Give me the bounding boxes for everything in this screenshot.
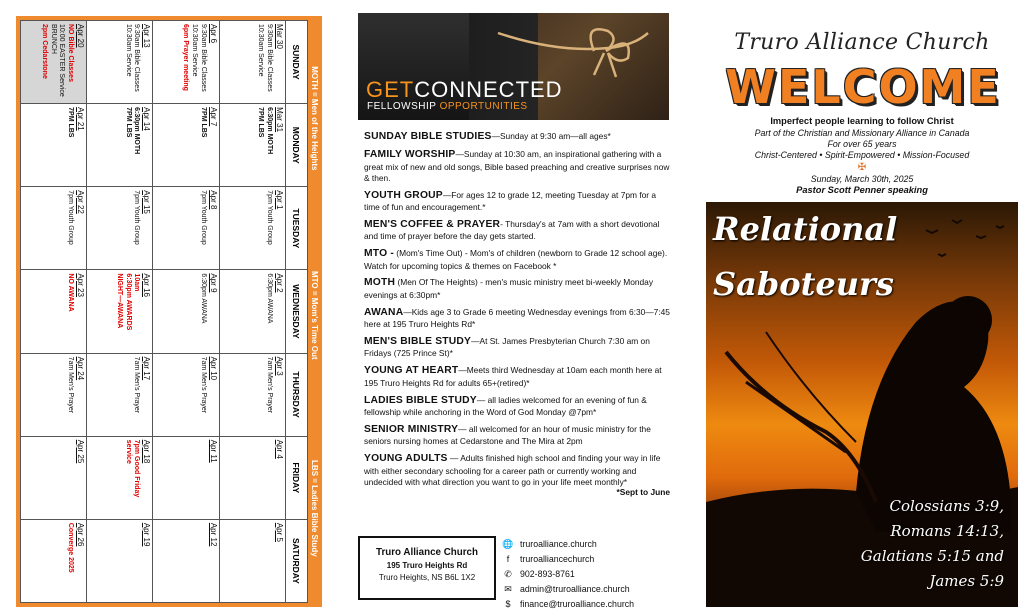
ministry-heading: SENIOR MINISTRY xyxy=(364,423,459,435)
tagline-alliance: Part of the Christian and Missionary Alliance in Canada xyxy=(754,127,970,138)
ministries-list xyxy=(364,130,670,498)
calendar-week-row xyxy=(153,21,219,603)
calendar-date: Apr 14 xyxy=(142,107,152,131)
day-header: SATURDAY xyxy=(286,519,308,602)
contact-text: truroalliance.church xyxy=(520,539,597,550)
calendar-date: Apr 20 xyxy=(76,24,86,48)
calendar-event: 7pm Youth Group xyxy=(67,190,75,245)
calendar-date: Apr 5 xyxy=(275,522,284,542)
sermon-title-line2: Saboteurs xyxy=(713,265,894,303)
globe-icon: 🌐 xyxy=(502,539,514,549)
calendar-date: Apr 12 xyxy=(208,522,218,547)
ministry-heading: YOUTH GROUP xyxy=(364,189,443,201)
scripture-ref: Romans 14:13, xyxy=(890,522,1004,540)
get-connected-title: GETCONNECTED xyxy=(366,77,563,102)
legend-moth: MOTH = Men of the Heights xyxy=(310,66,320,171)
calendar-event: 10:30am Service xyxy=(257,24,265,77)
ministry-heading: MEN'S COFFEE & PRAYER xyxy=(364,218,501,230)
calendar-day-cell xyxy=(87,353,153,436)
contact-item[interactable] xyxy=(502,537,672,552)
ministry-item xyxy=(364,130,670,143)
ministry-item xyxy=(364,189,670,213)
contact-text: 902-893-8761 xyxy=(520,569,575,580)
calendar-event: 9:30am Bible Classes xyxy=(199,24,207,92)
ministry-item xyxy=(364,247,670,271)
calendar-day-cell xyxy=(21,21,87,104)
calendar-day-cell xyxy=(153,21,219,104)
calendar-date: Apr 8 xyxy=(208,190,218,210)
calendar-day-cell xyxy=(219,270,285,353)
ministry-item xyxy=(364,276,670,300)
calendar-event: 6:30pm AWANA xyxy=(266,273,273,324)
address-name: Truro Alliance Church xyxy=(376,547,478,558)
scripture-ref: Galatians 5:15 and xyxy=(860,547,1004,565)
calendar-date: Apr 24 xyxy=(76,356,86,381)
calendar-date: Apr 13 xyxy=(142,24,152,48)
ministry-text: —Meets third Wednesday at 10am each month here at 195 Truro Heights Rd for adults 65+(retired)* xyxy=(364,365,662,388)
day-header: THURSDAY xyxy=(286,353,308,436)
contact-item[interactable] xyxy=(502,567,672,582)
calendar-event: 7PM LBS xyxy=(67,107,75,138)
calendar-event: 6pm Prayer meeting xyxy=(182,24,190,91)
calendar-day-cell xyxy=(87,519,153,602)
calendar-event: 7pm Good Friday xyxy=(133,439,141,498)
calendar-day-cell xyxy=(219,436,285,519)
calendar-date: Apr 23 xyxy=(76,273,86,297)
ministry-text: — all welcomed for an hour of music ministry for the seniors nursing homes at Cedarstone and The Mira at 2pm xyxy=(364,423,651,447)
calendar-event: service xyxy=(124,439,132,464)
calendar-legend xyxy=(308,16,322,607)
ministry-item xyxy=(364,148,670,183)
calendar-event: 7am Men's Prayer xyxy=(67,356,75,414)
calendar-date: Apr 1 xyxy=(275,190,284,210)
calendar-date: Apr 10 xyxy=(208,356,218,381)
calendar-event: 9:30am Bible Classes xyxy=(266,24,273,92)
scripture-ref: Colossians 3:9, xyxy=(889,497,1004,515)
ministry-heading: MOTH xyxy=(364,277,396,289)
calendar-rotated xyxy=(16,16,322,607)
calendar-date: Apr 2 xyxy=(275,273,284,293)
calendar-day-cell xyxy=(153,519,219,602)
ministry-item xyxy=(364,452,670,498)
calendar-event: NO Bible Classes xyxy=(67,24,75,82)
ministry-note: *Sept to June xyxy=(616,487,670,498)
ministry-text: —Kids age 3 to Grade 6 meeting Wednesday evenings from 6:30—7:45 here at 195 Truro Heights Rd* xyxy=(364,306,670,330)
calendar-day-cell xyxy=(219,353,285,436)
calendar-day-cell xyxy=(87,436,153,519)
ministry-heading: FAMILY WORSHIP xyxy=(364,149,456,161)
calendar-event: NIGHT—AWANA xyxy=(116,273,123,329)
calendar-date: Apr 22 xyxy=(76,190,86,214)
calendar-day-cell xyxy=(87,270,153,353)
calendar-event: 7pm Youth Group xyxy=(266,190,273,245)
calendar-date: Apr 16 xyxy=(142,273,152,297)
ministry-item xyxy=(364,364,670,388)
ministry-text: (Mom's Time Out) - Mom's of children (newborn to Grade 12 school age). Watch for upcoming topics & themes on Facebook * xyxy=(364,248,668,271)
ministry-text: —Sunday at 9:30 am—all ages* xyxy=(491,131,611,141)
calendar-event: 7am Men's Prayer xyxy=(199,356,207,414)
calendar-event: NO AWANA xyxy=(67,273,75,312)
ministry-heading: SUNDAY BIBLE STUDIES xyxy=(364,131,492,142)
ministry-heading: AWANA xyxy=(364,306,404,318)
calendar-header-row xyxy=(286,21,308,603)
day-header: TUESDAY xyxy=(286,187,308,270)
calendar-day-cell xyxy=(219,187,285,270)
welcome-heading: WELCOME xyxy=(725,60,1001,114)
contact-list xyxy=(502,537,672,612)
calendar-day-cell xyxy=(21,187,87,270)
phone-icon: ✆ xyxy=(504,569,512,579)
ministry-text: —Sunday at 10:30 am, an inspirational gathering with a great mix of new and old songs, Bible based preaching and creative surprises now & then. xyxy=(364,149,670,183)
contact-item[interactable] xyxy=(502,552,672,567)
calendar-event: 10am xyxy=(133,273,141,292)
day-header: WEDNESDAY xyxy=(286,270,308,353)
calendar-event: 6:30pm AWANA xyxy=(199,273,207,324)
calendar-week-row xyxy=(87,21,153,603)
ministry-item xyxy=(364,306,670,330)
calendar-event: 6:30pm MOTH xyxy=(266,107,273,155)
tagline-years: For over 65 years xyxy=(827,139,897,150)
calendar-event: Converge 2025 xyxy=(67,522,75,573)
ministry-text: —At St. James Presbyterian Church 7:30 am on Fridays (725 Prince St)* xyxy=(364,336,650,359)
tagline-values: Christ-Centered • Spirit-Empowered • Mission-Focused xyxy=(754,150,970,161)
ministry-heading: LADIES BIBLE STUDY xyxy=(364,394,477,406)
ministry-item xyxy=(364,423,670,447)
calendar-date: Apr 3 xyxy=(275,356,284,376)
calendar-date: Mar 30 xyxy=(275,24,284,49)
alliance-logo-icon: ✠ xyxy=(857,161,867,173)
calendar-event: 7am Men's Prayer xyxy=(133,356,141,414)
calendar-date: Mar 31 xyxy=(275,107,284,133)
ministry-heading: YOUNG ADULTS xyxy=(364,453,448,465)
calendar-table xyxy=(20,20,308,603)
calendar-event: 7am Men's Prayer xyxy=(266,356,273,414)
ministry-item xyxy=(364,335,670,359)
calendar-event: 2pm Cedarstone xyxy=(41,24,48,79)
ministry-heading: MEN'S BIBLE STUDY xyxy=(364,336,472,348)
calendar-day-cell xyxy=(21,353,87,436)
ministry-text: — Adults finished high school and finding your way in life with either secondary schooling for a career path or currently working and undecided with what direction you want to go in your life meet monthly* xyxy=(364,453,661,487)
ministry-heading: MTO - xyxy=(364,248,394,260)
address-street: 195 Truro Heights Rd xyxy=(386,561,468,571)
ministry-item xyxy=(364,218,670,242)
calendar-event: 9:30am Bible Classes xyxy=(133,24,141,92)
ministry-item xyxy=(364,394,670,418)
calendar-week-row xyxy=(21,21,87,603)
get-connected-banner xyxy=(358,13,669,120)
contact-item[interactable] xyxy=(502,597,672,612)
ministry-heading: YOUNG AT HEART xyxy=(364,365,459,377)
calendar-date: Apr 9 xyxy=(208,273,218,293)
speaker: Pastor Scott Penner speaking xyxy=(796,184,928,195)
fellowship-subtitle: FELLOWSHIP OPPORTUNITIES xyxy=(367,101,528,112)
ministry-text: —For ages 12 to grade 12, meeting Tuesday at 7pm for a time of fun and encouragement.* xyxy=(364,189,657,212)
calendar-day-cell xyxy=(21,104,87,187)
calendar-event: 7PM LBS xyxy=(257,107,265,138)
scripture-ref: James 5:9 xyxy=(929,572,1004,590)
contact-text: finance@truroalliance.church xyxy=(520,599,635,610)
calendar-date: Apr 11 xyxy=(208,439,218,463)
calendar-date: Apr 26 xyxy=(76,522,86,547)
calendar-panel xyxy=(16,16,322,607)
day-header: SUNDAY xyxy=(286,21,308,104)
calendar-event: 10:00 EASTER Service xyxy=(58,24,66,97)
calendar-week-row xyxy=(219,21,285,603)
calendar-event: 7PM LBS xyxy=(124,107,132,138)
calendar-day-cell xyxy=(153,270,219,353)
day-header: FRIDAY xyxy=(286,436,308,519)
calendar-day-cell xyxy=(153,353,219,436)
sermon-graphic xyxy=(706,202,1018,607)
calendar-date: Apr 6 xyxy=(208,24,218,44)
calendar-event: BRUNCH xyxy=(49,24,57,54)
sermon-title-line1: Relational xyxy=(713,210,898,248)
legend-mto: MTO = Mom's Time Out xyxy=(310,271,320,360)
scripture-references xyxy=(861,494,1004,594)
mail-icon: ✉ xyxy=(504,584,512,594)
facebook-icon: f xyxy=(506,554,510,564)
ministry-text: - Thursday's at 7am with a short devotional and time of prayer before the day gets started. xyxy=(364,218,660,242)
calendar-date: Apr 7 xyxy=(208,107,218,127)
calendar-date: Apr 21 xyxy=(76,107,86,131)
welcome-tagline xyxy=(706,116,1018,197)
coins-icon: $ xyxy=(505,599,511,609)
calendar-day-cell xyxy=(153,104,219,187)
calendar-event: 6:30pm MOTH xyxy=(133,107,141,155)
calendar-date: Apr 17 xyxy=(142,356,152,381)
legend-lbs: LBS = Ladies Bible Study xyxy=(310,460,320,557)
calendar-event: 10:30am Service xyxy=(191,24,198,77)
calendar-day-cell xyxy=(87,104,153,187)
calendar-event: 7pm Youth Group xyxy=(133,190,141,245)
contact-text: truroalliancechurch xyxy=(520,554,595,565)
calendar-event: 6:30pm AWARDS xyxy=(124,273,132,331)
tagline-main: Imperfect people learning to follow Christ xyxy=(770,116,954,126)
calendar-date: Apr 25 xyxy=(76,439,86,464)
ministry-text: (Men Of The Heights) - men's music ministry meet bi-weekly Monday evenings at 6:30pm* xyxy=(364,277,654,300)
calendar-day-cell xyxy=(21,436,87,519)
contact-text: admin@truroalliance.church xyxy=(520,584,630,595)
day-header: MONDAY xyxy=(286,104,308,187)
calendar-date: Apr 19 xyxy=(142,522,152,547)
calendar-day-cell xyxy=(21,519,87,602)
service-date: Sunday, March 30th, 2025 xyxy=(810,173,914,184)
calendar-event: 10:30am Service xyxy=(124,24,132,77)
calendar-day-cell xyxy=(219,104,285,187)
calendar-day-cell xyxy=(87,21,153,104)
calendar-body xyxy=(21,21,286,603)
contact-item[interactable] xyxy=(502,582,672,597)
calendar-event: 7PM LBS xyxy=(199,107,207,138)
calendar-day-cell xyxy=(87,187,153,270)
ministry-text: — all ladies welcomed for an evening of fun & fellowship while anchoring in the Word of God Monday @7pm* xyxy=(364,394,647,418)
calendar-day-cell xyxy=(21,270,87,353)
calendar-day-cell xyxy=(153,436,219,519)
calendar-date: Apr 4 xyxy=(275,439,284,459)
address-city: Truro Heights, NS B6L 1X2 xyxy=(378,572,476,582)
calendar-event: 7pm Youth Group xyxy=(199,190,207,245)
calendar-date: Apr 15 xyxy=(142,190,152,214)
calendar-date: Apr 18 xyxy=(142,439,152,464)
church-address-box xyxy=(358,536,496,600)
calendar-day-cell xyxy=(153,187,219,270)
church-name-script: Truro Alliance Church xyxy=(734,30,990,55)
calendar-day-cell xyxy=(219,519,285,602)
calendar-day-cell xyxy=(219,21,285,104)
